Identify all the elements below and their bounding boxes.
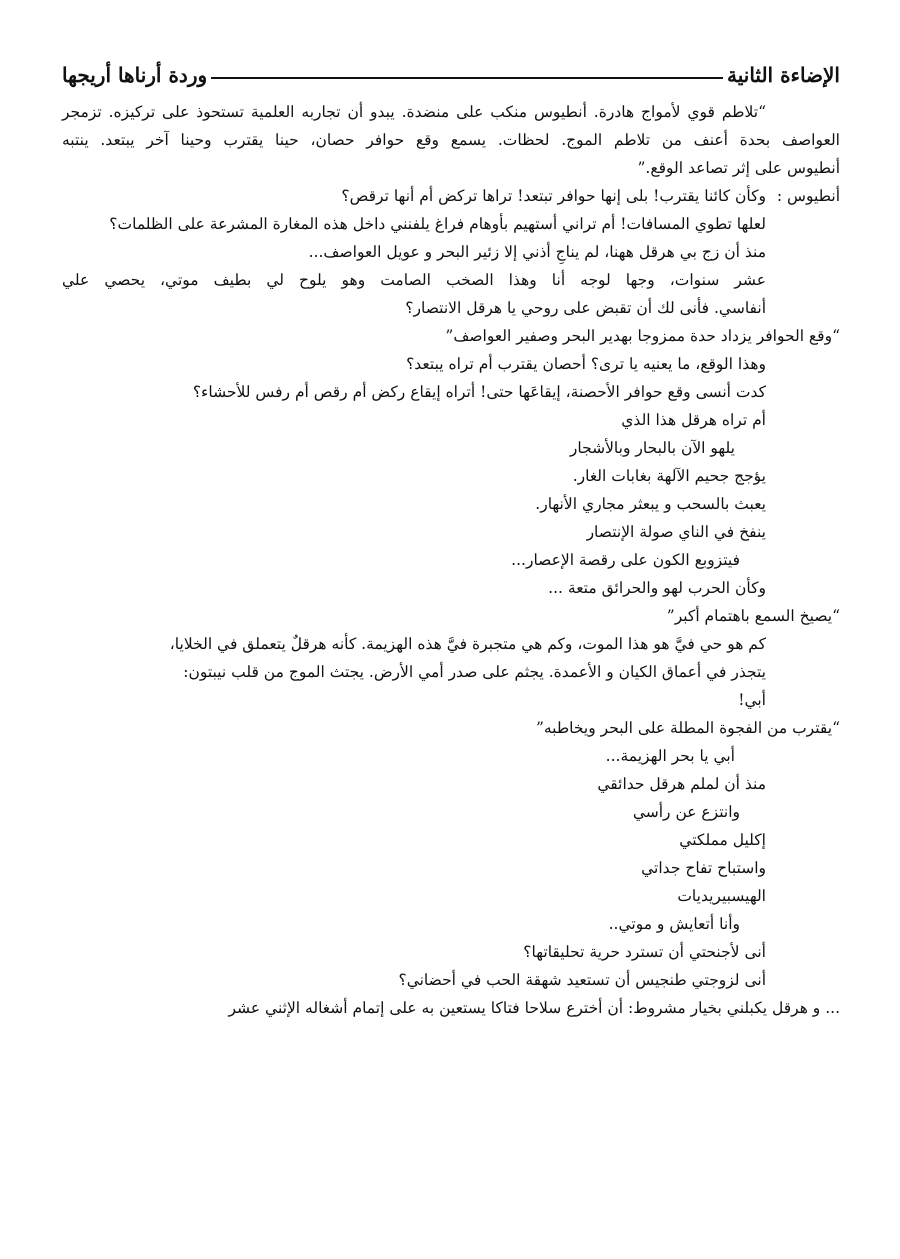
stage-direction: “يقترب من الفجوة المطلة على البحر ويخاطبه” [535, 719, 840, 737]
poem-line: ينفخ في الناي صولة الإنتصار [586, 523, 766, 541]
speech-line: أبي! [738, 691, 766, 709]
stage-direction: “وقع الحوافر يزداد حدة ممزوجا بهدير البحر وصفير العواصف” [445, 327, 840, 345]
speech-line: كم هو حي فيَّ هو هذا الموت، وكم هي متجبرة فيَّ هذه الهزيمة. كأنه هرقلٌ يتعملق في الخلايا، [169, 635, 766, 653]
poem-line: أنى لأجنحتي أن تسترد حرية تحليقاتها؟ [523, 943, 766, 961]
poem-line: يعبث بالسحب و يبعثر مجاري الأنهار. [535, 495, 766, 513]
poem-line: وأنا أتعايش و موتي.. [608, 915, 740, 933]
poem-line: أبي يا بحر الهزيمة... [605, 747, 735, 765]
poem-line: يؤجج جحيم الآلهة بغابات الغار. [572, 467, 766, 485]
speech-line: عشر سنوات، وجها لوجه أنا وهذا الصخب الصامت وهو يلوح لي بطيف موتي، يحصي علي [62, 271, 766, 289]
header-chapter-title: الإضاءة الثانية [727, 63, 840, 87]
header-rule [211, 77, 723, 79]
poem-line: واستباح تفاح جداتي [641, 859, 766, 877]
speaker-name: أنطيوس : [776, 187, 840, 205]
speech-line: أنفاسي. فأنى لك أن تقبض على روحي يا هرقل الانتصار؟ [405, 299, 766, 317]
poem-line: منذ أن لملم هرقل حدائقي [597, 775, 766, 793]
poem-line: ... و هرقل يكبلني بخيار مشروط: أن أخترع سلاحا فتاكا يستعين به على إتمام أشغاله الإثني عشر [228, 999, 840, 1017]
speech-line: لعلها تطوي المسافات! أم تراني أستهيم بأوهام فراغ يلفنني داخل هذه المغارة المشرعة على الظلمات؟ [109, 215, 766, 233]
poem-line: فيتزوبع الكون على رقصة الإعصار... [511, 551, 740, 569]
stage-direction-opening [62, 98, 840, 182]
poem-line: وانتزع عن رأسي [632, 803, 740, 821]
speech-line: وكأن كائنا يقترب! بلى إنها حوافر تبتعد! تراها تركض أم أنها ترقص؟ [341, 187, 766, 205]
stage-direction-line: “تلاطم قوي لأمواج هادرة. أنطيوس منكب على منضدة. يبدو أن تجاربه العلمية تستحوذ على تركيزه. تزمجر [62, 103, 766, 121]
poem-line: وكأن الحرب لهو والحرائق متعة ... [548, 579, 766, 597]
poem-stanza [62, 742, 840, 1022]
stage-direction-line: العواصف بحدة أعنف من تلاطم الموج. لحظات. يسمع وقع حوافر حصان، حينا يقترب وحينا آخر يبتعد. ينتبه [62, 131, 840, 149]
poem-stanza [62, 434, 840, 602]
document-page [62, 52, 840, 1022]
header-book-title: وردة أرناها أريجها [62, 63, 208, 87]
poem-line: إكليل مملكتي [679, 831, 766, 849]
speech-line: يتجذر في أعماق الكيان و الأعمدة. يجثم على صدر أمي الأرض. يجتث الموج من قلب نيبتون: [183, 663, 766, 681]
poem-line: يلهو الآن بالبحار وبالأشجار [569, 439, 735, 457]
stage-direction: “يصيخ السمع باهتمام أكبر” [666, 607, 840, 625]
poem-line: الهيسبيريديات [677, 887, 766, 905]
speech-line: أم تراه هرقل هذا الذي [621, 411, 766, 429]
poem-line: أنى لزوجتي طنجيس أن تستعيد شهقة الحب في أحضاني؟ [398, 971, 766, 989]
speech-line: منذ أن زج بي هرقل ههنا، لم يناجِ أذني إلا زئير البحر و عويل العواصف... [308, 243, 766, 261]
speech-line: كدت أنسى وقع حوافر الأحصنة، إيقاعَها حتى! أتراه إيقاع ركض أم رقص أم رفس للأحشاء؟ [192, 383, 766, 401]
running-header [62, 52, 840, 98]
stage-direction-line: أنطيوس على إثر تصاعد الوقع.” [637, 159, 840, 177]
speech-line: وهذا الوقع، ما يعنيه يا ترى؟ أحصان يقترب أم تراه يبتعد؟ [406, 355, 766, 373]
speech-block [62, 182, 840, 210]
